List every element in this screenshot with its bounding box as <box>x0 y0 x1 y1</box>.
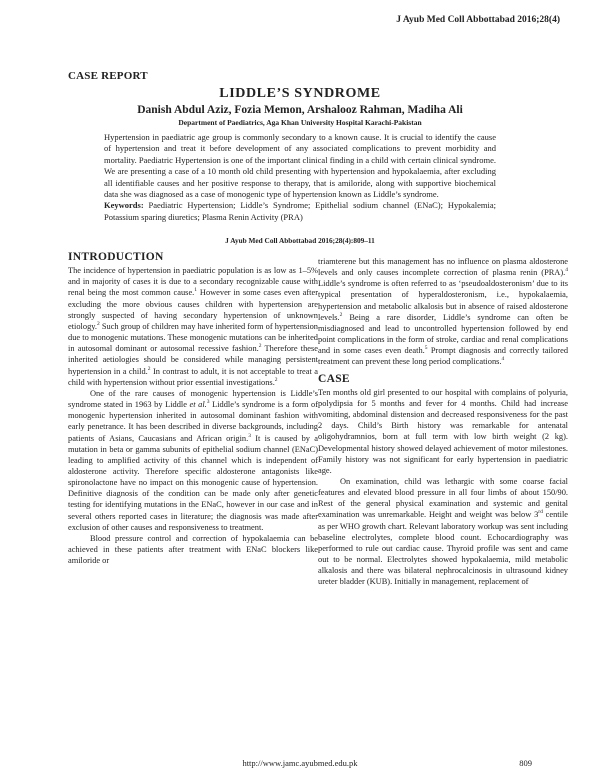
intro-paragraph-2: One of the rare causes of monogenic hypertension is Liddle’s syndrome stated in 1963 by Liddle et al.$^3$ Liddle’s syndrome is a form of monogenic hypertension inherited in autosomal dominant fashion with early penetrance. It has been described in diverse backgrounds, including patients of Asians, Caucasians and African origin.$^3$ It is caused by a mutation in beta or gamma subunits of epithelial sodium channel (ENaC) leading to amplified activity of this channel which is independent of aldosterone activity. Therefore specific aldosterone antagonists like spironolactone have no impact on this monogenic cause of hypertension. Definitive diagnosis of the condition can be made only after genetic testing for identifying mutations in the ENaC, however in our case and in several others reported cases in literature; the diagnosis was made after exclusion of other causes and responsiveness to treatment. <box>68 388 318 532</box>
author-list: Danish Abdul Aziz, Fozia Memon, Arshalooz Rahman, Madiha Ali <box>137 104 463 116</box>
keywords-text: Paediatric Hypertension; Liddle’s Syndrome; Epithelial sodium channel (ENaC); Hypokalemia; Potassium sparing diuretics; Plasma Renin Activity (PRA) <box>104 200 496 222</box>
running-head: J Ayub Med Coll Abbottabad 2016;28(4) <box>396 15 560 25</box>
case-paragraph-2: On examination, child was lethargic with some coarse facial features and elevated blood pressure in all four limbs of about 150/90. Rest of the general physical examination and systemic and genital examination was unremarkable. Height and weight was below 3rd centile as per WHO growth chart. Relevant laboratory workup was sent including baseline electrolytes, complete blood count. Echocardiography was performed to rule out cardiac cause. Thyroid profile was sent and came out to be normal. Electrolytes showed hypokalaemia, mild metabolic alkalosis and there was bilateral nephrocalcinosis in ultrasound kidney ureter bladder (KUB). Initially in management, replacement of <box>318 476 568 587</box>
right-column <box>318 256 568 588</box>
section-type: CASE REPORT <box>68 70 148 82</box>
page-number: 809 <box>519 758 532 768</box>
abstract-text: Hypertension in paediatric age group is commonly secondary to a known cause. It is crucial to identify the cause of hypertension and treat it before development of any associated complications to prevent morbidity and mortality. Paediatric Hypertension is one of the important clinical finding in a child with certain clinical syndrome. We are presenting a case of a 10 month old child presenting with hypertension and hypokalaemia, after excluding all identifiable causes and her positive response to therapy, that is amiloride, along with supportive biochemical data she was diagnosed as a case of monogenic type of hypertension known as Liddle’s syndrome. <box>104 132 496 200</box>
article-title: LIDDLE’S SYNDROME <box>219 86 381 101</box>
citation: J Ayub Med Coll Abbottabad 2016;28(4):809–11 <box>225 236 375 245</box>
left-column <box>68 252 318 566</box>
case-heading: CASE <box>318 372 350 385</box>
intro-paragraph-3-continued: triamterene but this management has no influence on plasma aldosterone levels and only causes incomplete correction of plasma renin (PRA).$^4$ Liddle’s syndrome is often referred to as ‘pseudoaldosteronism’ due to its typical presentation of hyperaldosteronism, i.e., hypokalaemia, hypertension and metabolic alkalosis but in absence of raised aldosterone levels.$^2$ Being a rare disorder, Liddle’s syndrome can often be misdiagnosed and lead to uncontrolled hypertension followed by end point complications in the form of stroke, cardiac and renal complications and in some cases even death.$^5$ Prompt diagnosis and correctly tailored treatment can prevent these long period complications.$^4$ <box>318 257 569 367</box>
affiliation: Department of Paediatrics, Aga Khan University Hospital Karachi-Pakistan <box>178 118 422 127</box>
keywords-label: Keywords: <box>104 200 144 211</box>
footer-url[interactable]: http://www.jamc.ayubmed.edu.pk <box>242 758 358 768</box>
introduction-heading: INTRODUCTION <box>68 251 164 263</box>
case-paragraph-1: Ten months old girl presented to our hospital with complains of polyuria, polydipsia for 5 months and fever for 4 months. Child had increase vomiting, abdominal distension and decreased responsiveness for the past 2 days. Child’s Birth history was remarkable for antenatal oligohydramnios, born at full term with low birth weight (2 kg). Developmental history showed delayed achievement of motor milestones. Family history was not significant for early hypertension in paediatric age. <box>318 387 568 475</box>
keywords <box>104 200 496 223</box>
abstract <box>104 132 496 223</box>
intro-paragraph-3: Blood pressure control and correction of hypokalaemia can be achieved in these patients after treatment with ENaC blockers like amiloride or <box>68 533 318 566</box>
intro-paragraph-1: The incidence of hypertension in paediatric population is as low as 1–5% and in majority of cases it is due to a secondary recognizable cause with renal being the most common cause.$^1$ However in some cases even after excluding the more obvious causes children with hypertension are strongly suspected of having secondary hypertension of unknown etiology.$^2$ Such group of children may have inherited form of hypertension due to monogenic mutations. These monogenic mutations can be inherited in autosomal dominant or autosomal recessive fashion.$^2$ Therefore these inherited aetiologies should be considered while managing persistent hypertension in a child.$^2$ In contrast to adult, it is not acceptable to treat a child with hypertension without prior essential investigations.$^2$ <box>68 266 318 387</box>
